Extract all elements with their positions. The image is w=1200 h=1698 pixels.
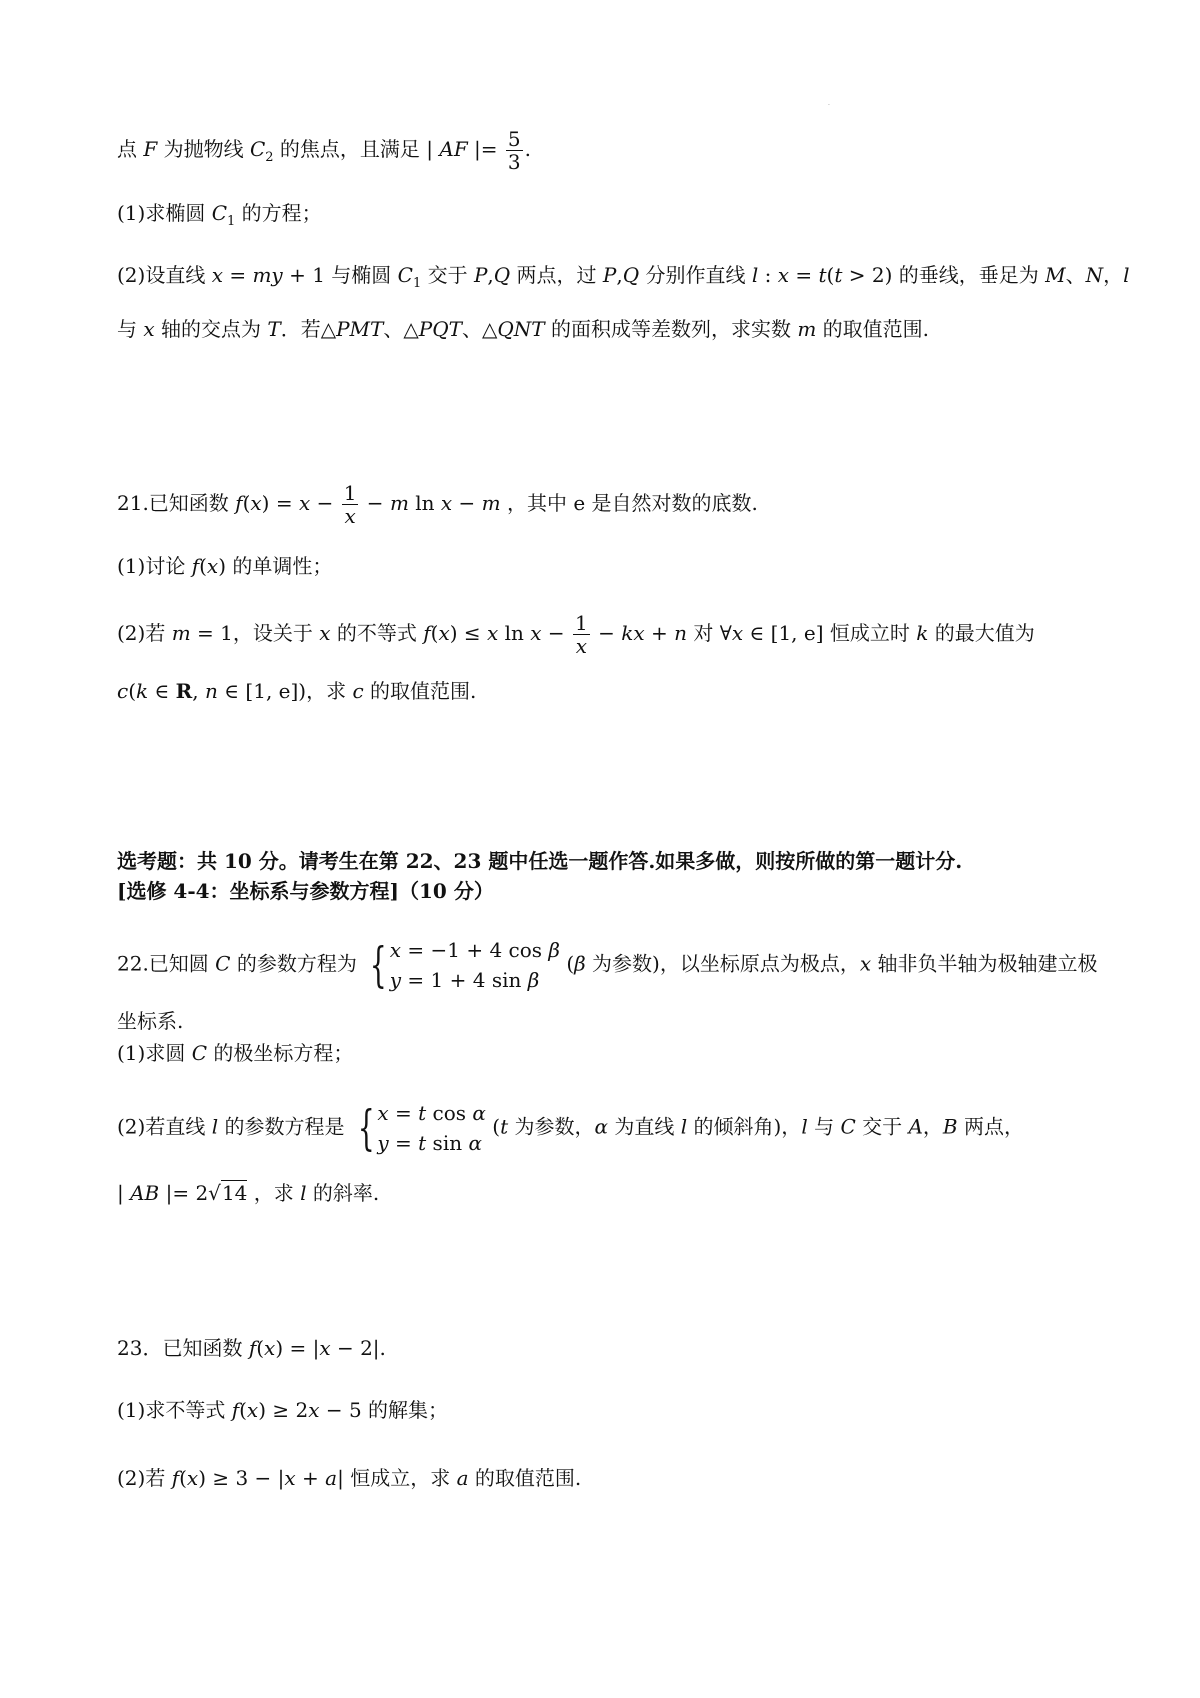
q21-part2-line2: c(k ∈ R, n ∈ [1, e])，求 c 的取值范围. — [117, 679, 477, 703]
q21-part1: (1)讨论 f(x) 的单调性； — [117, 554, 333, 578]
top-text: 点 F 为抛物线 $C_2$ 的焦点，且满足 | AF |= $\frac{5}{3}$ . — [117, 127, 532, 174]
q22-stem-cont: 坐标系. — [117, 1009, 184, 1033]
q22-part2: (2)若直线 l 的参数方程是 { x = t cos α y = t sin α (t 为参数，α 为直线 l 的倾斜角)，l 与 C 交于 A，B 两点， — [117, 1100, 1024, 1156]
q22-part2-cont: | AB |= 2√14 ，求 l 的斜率. — [117, 1181, 380, 1205]
q22-part1: (1)求圆 C 的极坐标方程； — [117, 1041, 354, 1065]
q23-part2: (2)若 f(x) ≥ 3 − |x + a| 恒成立，求 a 的取值范围. — [117, 1466, 582, 1490]
q23-stem: 23．已知函数 f(x) = |x − 2|. — [117, 1336, 386, 1360]
q20-part2-line1: (2)设直线 x = my + 1 与椭圆 $C_1$ 交于 P,Q 两点，过 P,Q 分别作直线 l : x = t(t > 2) 的垂线，垂足为 M、N，l — [117, 263, 1130, 291]
q22-stem: 22.已知圆 C 的参数方程为 { x = −1 + 4 cos β y = 1 + 4 sin β (β 为参数)，以坐标原点为极点，x 轴非负半轴为极轴建立极 — [117, 937, 1098, 993]
q20-part2-line2: 与 x 轴的交点为 T．若△PMT、△PQT、△QNT 的面积成等差数列，求实数 m 的取值范围. — [117, 317, 930, 341]
q23-part1: (1)求不等式 f(x) ≥ 2x − 5 的解集； — [117, 1398, 449, 1422]
q20-part1: (1)求椭圆 $C_1$ 的方程； — [117, 201, 322, 229]
q21-stem: 21.已知函数 f(x) = x − $\frac{1}{x}$ − m ln x − m ，其中 e 是自然对数的底数. — [117, 481, 758, 528]
elective-header-1: 选考题：共 10 分。请考生在第 22、23 题中任选一题作答.如果多做，则按所做的第一题计分. — [117, 849, 963, 873]
elective-header-2: [选修 4-4：坐标系与参数方程]（10 分） — [117, 879, 494, 903]
q21-part2-line1: (2)若 m = 1，设关于 x 的不等式 f(x) ≤ x ln x − $\frac{1}{x}$ − kx + n 对 ∀x ∈ [1, e] 恒成立时 k 的最大值为 — [117, 611, 1035, 658]
scan-speck: . — [828, 100, 830, 107]
